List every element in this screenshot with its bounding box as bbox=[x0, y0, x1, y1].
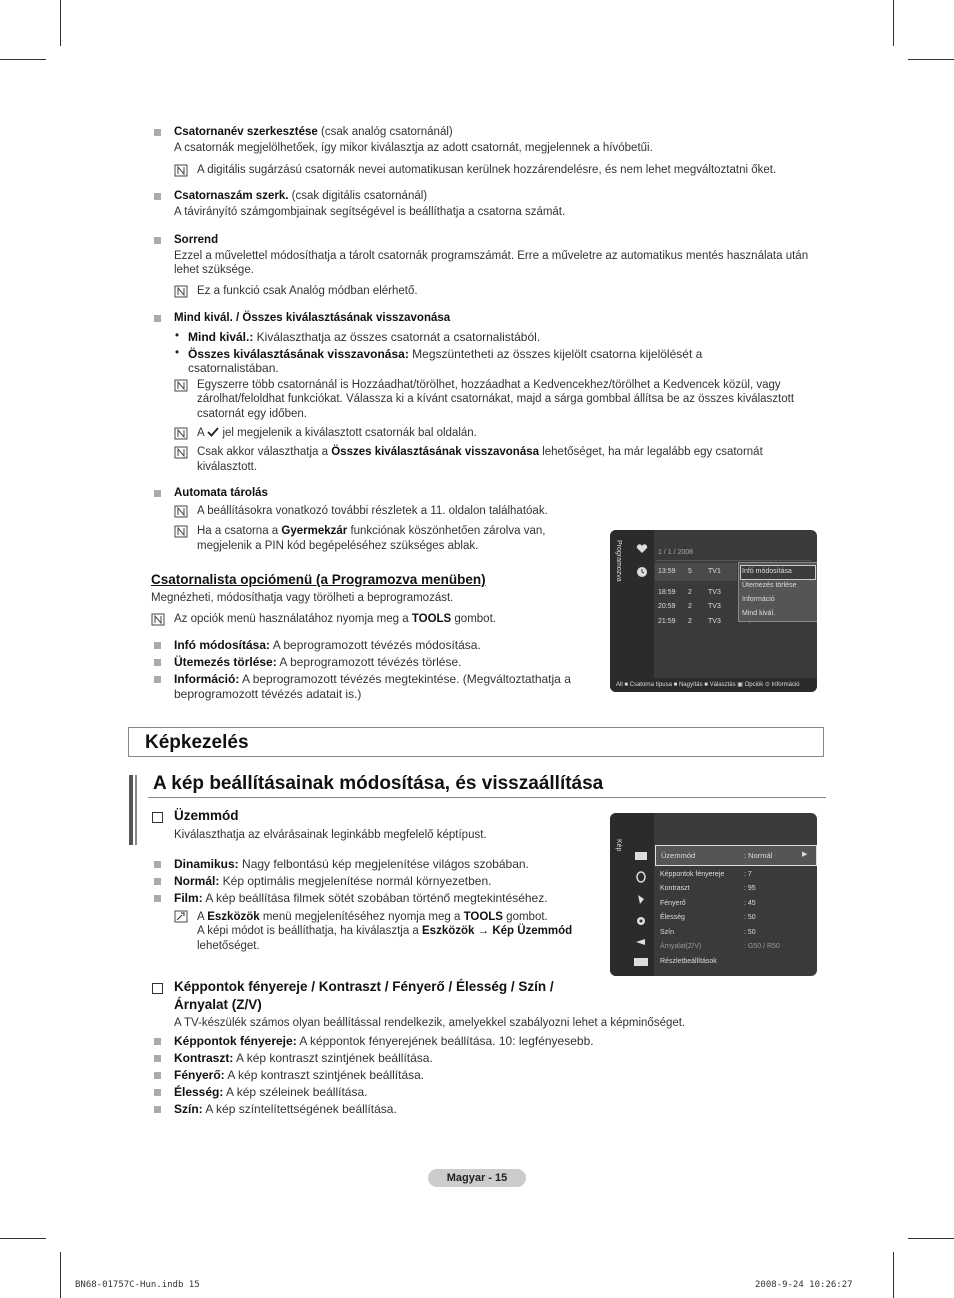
tv-row-channel: TV1 bbox=[708, 568, 721, 575]
tools-note bbox=[197, 924, 572, 939]
crop-mark bbox=[60, 1252, 61, 1298]
tv-menu-label: Üzemmód bbox=[661, 851, 696, 860]
item-bold: Csatornanév szerkesztése bbox=[174, 126, 318, 138]
note-text: megjelenik a PIN kód begépeléséhez szükséges ablak. bbox=[197, 540, 479, 552]
note-bold: TOOLS bbox=[411, 613, 452, 625]
note-part: A képi módot is beállíthatja, ha kiválasztja a bbox=[197, 925, 423, 937]
mode-item bbox=[174, 857, 529, 872]
note-part: Ha a csatorna a bbox=[197, 525, 282, 537]
options-menu-title: Csatornalista opciómenü (a Programozva menüben) bbox=[151, 572, 486, 587]
item-desc: A távirányító számgombjainak segítségével is beállíthatja a csatorna számát. bbox=[174, 206, 566, 218]
pixel-desc: A TV-készülék számos olyan beállítással rendelkezik, amelyekkel szabályozni lehet a képminőséget. bbox=[174, 1017, 686, 1029]
note-text: Egyszerre több csatornánál is Hozzáadhat/törölhet, hozzáadhat a Kedvencekhez/törölhet a Kedvencek közül, vagy bbox=[197, 379, 781, 391]
tv-menu-label[interactable]: Kontraszt bbox=[660, 885, 690, 892]
note-bold: TOOLS bbox=[463, 911, 503, 923]
square-bullet-icon bbox=[154, 193, 161, 200]
note-text: A digitális sugárzású csatornák nevei automatikusan kerülnek hozzárendelésre, és nem lehet megváltoztatni őket. bbox=[197, 164, 777, 176]
note-text: Ez a funkció csak Analóg módban elérhető. bbox=[197, 285, 418, 297]
item-rest: (csak digitális csatornánál) bbox=[288, 190, 428, 202]
tools-icon bbox=[174, 910, 188, 923]
section-heading: A kép beállításainak módosítása, és visszaállítása bbox=[153, 773, 604, 794]
note-text bbox=[197, 524, 545, 539]
option-item: beprogramozott tévézés adatait is.) bbox=[174, 687, 362, 701]
crop-mark bbox=[893, 1252, 894, 1298]
pixel-item bbox=[174, 1102, 397, 1117]
square-bullet-icon bbox=[154, 129, 161, 136]
pixel-bold: Kontraszt: bbox=[174, 1051, 234, 1065]
heading-bar bbox=[129, 775, 133, 845]
note-part: A bbox=[197, 911, 208, 923]
crop-mark bbox=[0, 59, 46, 60]
arrow-right-icon: ▶ bbox=[802, 851, 808, 858]
bullet-bold: Mind kivál.: bbox=[188, 330, 254, 344]
tools-note: lehetőséget. bbox=[197, 940, 260, 952]
square-bullet-icon bbox=[154, 1055, 161, 1062]
square-bullet-icon bbox=[154, 490, 161, 497]
page-number: Magyar - 15 bbox=[428, 1169, 526, 1187]
option-item bbox=[174, 638, 481, 653]
tv-menu-label[interactable]: Szín bbox=[660, 929, 675, 936]
tv-divider bbox=[656, 560, 811, 561]
mode-item bbox=[174, 891, 548, 906]
pixel-bold: Élesség: bbox=[174, 1085, 224, 1099]
tv-row-time: 20:59 bbox=[658, 603, 676, 610]
pixel-item bbox=[174, 1051, 433, 1066]
bullet-bold: Összes kiválasztásának visszavonása: bbox=[188, 347, 409, 361]
tv-menu-label[interactable]: Részletbeállítások bbox=[660, 958, 717, 965]
item-title: Sorrend bbox=[174, 234, 219, 246]
tv-screen-programmed bbox=[610, 530, 817, 692]
square-bullet-icon bbox=[154, 1072, 161, 1079]
option-bold: Ütemezés törlése: bbox=[174, 655, 277, 669]
tv-side-label: Programozva bbox=[615, 540, 622, 582]
tools-note bbox=[197, 910, 548, 925]
square-bullet-icon bbox=[154, 642, 161, 649]
note-part: menü megjelenítéséhez nyomja meg a bbox=[259, 911, 464, 923]
tv-date: 1 / 1 / 2008 bbox=[658, 549, 694, 556]
print-file: BN68-01757C-Hun.indb 15 bbox=[75, 1280, 200, 1290]
pixel-rest: A kép kontraszt szintjének beállítása. bbox=[233, 1051, 433, 1065]
note-text bbox=[174, 612, 496, 627]
heading-bar bbox=[135, 775, 137, 845]
application-icon bbox=[633, 957, 649, 967]
bullet-rest: Kiválaszthatja az összes csatornát a csatornalistából. bbox=[253, 330, 541, 344]
item-title bbox=[174, 189, 427, 204]
tv-menu-value: : 7 bbox=[744, 871, 752, 878]
tv-menu-value: : Normál bbox=[744, 851, 773, 860]
pixel-rest: A képpontok fényerejének beállítása. 10: legfényesebb. bbox=[296, 1034, 594, 1048]
option-item bbox=[174, 655, 462, 670]
option-rest: A beprogramozott tévézés megtekintése. (Megváltoztathatja a bbox=[239, 672, 571, 686]
dot-bullet: • bbox=[175, 347, 180, 359]
tv-popup-item[interactable]: Mind kivál. bbox=[742, 610, 776, 617]
note-icon bbox=[174, 505, 188, 518]
pixel-bold: Szín: bbox=[174, 1102, 203, 1116]
options-menu-desc: Megnézheti, módosíthatja vagy törölheti a beprogramozást. bbox=[151, 592, 454, 604]
square-bullet-icon bbox=[154, 237, 161, 244]
tv-sidebar bbox=[610, 813, 654, 976]
option-bold: Információ: bbox=[174, 672, 240, 686]
square-bullet-icon bbox=[154, 1106, 161, 1113]
note-icon bbox=[151, 613, 165, 626]
clock-icon bbox=[636, 566, 648, 578]
input-icon bbox=[635, 937, 647, 947]
setup-gear-icon bbox=[635, 915, 647, 927]
note-text bbox=[197, 445, 763, 460]
bullet-text bbox=[188, 347, 702, 362]
tv-row-time: 18:59 bbox=[658, 589, 676, 596]
item-desc: A csatornák megjelölhetőek, így mikor kiválasztja az adott csatornát, megjelennek a hívóbetűi. bbox=[174, 142, 653, 154]
note-bold: Eszközök bbox=[207, 911, 260, 923]
item-bold: Csatornaszám szerk. bbox=[174, 190, 289, 202]
tv-menu-label[interactable]: Fényerő bbox=[660, 900, 686, 907]
pixel-bold: Képpontok fényereje: bbox=[174, 1034, 297, 1048]
item-desc: Ezzel a művelettel módosíthatja a tárolt csatornák programszámát. Erre a műveletre az automatikus mentés használata után bbox=[174, 250, 809, 262]
note-text: zárolhat/feloldhat funkciókat. Válassza ki a kívánt csatornákat, majd a sárga gombbal állítsa be az összes kiválasztott bbox=[197, 393, 795, 405]
bullet-text: csatornalistában. bbox=[188, 361, 279, 375]
tv-popup-item[interactable]: Információ bbox=[742, 596, 775, 603]
pixel-title: Képpontok fényereje / Kontraszt / Fényerő / Élesség / Szín / bbox=[174, 979, 554, 994]
picture-icon bbox=[634, 851, 648, 861]
note-part: A bbox=[197, 427, 205, 439]
note-icon bbox=[174, 427, 188, 440]
mode-bold: Film: bbox=[174, 891, 203, 905]
note-part: lehetőséget, ha már legalább egy csatornát bbox=[539, 446, 763, 458]
heart-icon bbox=[636, 544, 648, 554]
pixel-rest: A kép széleinek beállítása. bbox=[223, 1085, 368, 1099]
pixel-item bbox=[174, 1085, 367, 1100]
pixel-item bbox=[174, 1068, 424, 1083]
channel-icon bbox=[636, 893, 646, 905]
item-rest: (csak analóg csatornánál) bbox=[317, 126, 453, 138]
dot-bullet: • bbox=[175, 330, 180, 342]
note-part: gombot. bbox=[502, 911, 548, 923]
note-bold: Gyermekzár bbox=[281, 525, 348, 537]
item-desc: lehet szüksége. bbox=[174, 264, 254, 276]
square-bullet-icon bbox=[154, 659, 161, 666]
tv-popup-item[interactable]: Ütemezés törlése bbox=[742, 582, 797, 589]
tv-menu-value: : 45 bbox=[744, 900, 756, 907]
pixel-title: Árnyalat (Z/V) bbox=[174, 997, 262, 1012]
note-text bbox=[197, 426, 477, 441]
tv-menu-label[interactable]: Élesség bbox=[660, 914, 685, 921]
note-text: csatornát egy időben. bbox=[197, 408, 307, 420]
pixel-rest: A kép kontraszt szintjének beállítása. bbox=[224, 1068, 425, 1082]
note-part: funkciónak köszönhetően zárolva van, bbox=[347, 525, 546, 537]
item-title bbox=[174, 125, 453, 140]
tv-row-num: 2 bbox=[688, 618, 692, 625]
note-icon bbox=[174, 446, 188, 459]
mode-title: Üzemmód bbox=[174, 808, 239, 823]
crop-mark bbox=[60, 0, 61, 46]
mode-rest: A kép beállítása filmek sötét szobában történő megtekintéséhez. bbox=[202, 891, 548, 905]
crop-mark bbox=[908, 1238, 954, 1239]
mode-rest: Nagy felbontású kép megjelenítése világos szobában. bbox=[238, 857, 529, 871]
crop-mark bbox=[893, 0, 894, 46]
pixel-rest: A kép színtelítettségének beállítása. bbox=[202, 1102, 397, 1116]
mode-item bbox=[174, 874, 492, 889]
tv-side-label: Kép bbox=[615, 839, 622, 852]
tv-row-channel: TV3 bbox=[708, 603, 721, 610]
note-part: jel megjelenik a kiválasztott csatornák bal oldalán. bbox=[219, 427, 477, 439]
square-bullet-icon bbox=[154, 861, 161, 868]
note-bold: Eszközök → Kép Üzemmód bbox=[422, 925, 573, 937]
note-icon bbox=[174, 379, 188, 392]
tv-row-channel: TV3 bbox=[708, 589, 721, 596]
tv-row-time: 21:59 bbox=[658, 618, 676, 625]
checkbox-bullet-icon bbox=[152, 983, 163, 994]
tv-menu-label[interactable]: Árnyalat(Z/V) bbox=[660, 943, 702, 950]
note-text: A beállításokra vonatkozó további részletek a 11. oldalon találhatóak. bbox=[197, 505, 548, 517]
square-bullet-icon bbox=[154, 676, 161, 683]
page-heading: Képkezelés bbox=[145, 732, 249, 753]
note-icon bbox=[174, 525, 188, 538]
square-bullet-icon bbox=[154, 315, 161, 322]
tv-bottom-help: All ■ Csatorna típusa ■ Nagyítás ■ Választás ▣ Opciók ⊙ Információ bbox=[616, 682, 800, 688]
tv-row-time: 13:59 bbox=[658, 568, 676, 575]
checkbox-bullet-icon bbox=[152, 812, 163, 823]
note-text: kiválasztott. bbox=[197, 461, 258, 473]
mode-rest: Kép optimális megjelenítése normál környezetben. bbox=[219, 874, 492, 888]
option-item bbox=[174, 672, 571, 687]
print-date: 2008-9-24 10:26:27 bbox=[755, 1280, 853, 1290]
note-part: Csak akkor választhatja a bbox=[197, 446, 332, 458]
square-bullet-icon bbox=[154, 1038, 161, 1045]
pixel-item bbox=[174, 1034, 594, 1049]
item-title: Automata tárolás bbox=[174, 487, 268, 499]
tv-popup-item[interactable]: Infó módosítása bbox=[742, 568, 792, 575]
note-icon bbox=[174, 164, 188, 177]
square-bullet-icon bbox=[154, 1089, 161, 1096]
tv-menu-value: : 50 bbox=[744, 914, 756, 921]
bullet-text bbox=[188, 330, 540, 345]
mode-bold: Dinamikus: bbox=[174, 857, 239, 871]
tv-row-num: 2 bbox=[688, 589, 692, 596]
tv-row-num: 2 bbox=[688, 603, 692, 610]
note-part: Az opciók menü használatához nyomja meg a bbox=[174, 613, 412, 625]
tv-screen-picture bbox=[610, 813, 817, 976]
square-bullet-icon bbox=[154, 895, 161, 902]
tv-row-channel: TV3 bbox=[708, 618, 721, 625]
tv-menu-label[interactable]: Képpontok fényereje bbox=[660, 871, 725, 878]
item-title: Mind kivál. / Összes kiválasztásának visszavonása bbox=[174, 312, 451, 324]
crop-mark bbox=[908, 59, 954, 60]
note-part: gombot. bbox=[451, 613, 496, 625]
square-bullet-icon bbox=[154, 878, 161, 885]
note-bold: Összes kiválasztásának visszavonása bbox=[331, 446, 540, 458]
pixel-bold: Fényerő: bbox=[174, 1068, 225, 1082]
checkmark-icon bbox=[207, 427, 219, 437]
note-icon bbox=[174, 285, 188, 298]
tv-row-num: 5 bbox=[688, 568, 692, 575]
option-rest: A beprogramozott tévézés módosítása. bbox=[270, 638, 481, 652]
mode-desc: Kiválaszthatja az elvárásainak leginkább megfelelő képtípust. bbox=[174, 829, 487, 841]
sound-icon bbox=[636, 871, 646, 883]
option-rest: A beprogramozott tévézés törlése. bbox=[276, 655, 462, 669]
tv-menu-value: : 95 bbox=[744, 885, 756, 892]
mode-bold: Normál: bbox=[174, 874, 220, 888]
tv-menu-value: : G50 / R50 bbox=[744, 943, 780, 950]
crop-mark bbox=[0, 1238, 46, 1239]
heading-rule bbox=[148, 797, 826, 798]
option-bold: Infó módosítása: bbox=[174, 638, 271, 652]
tv-menu-value: : 50 bbox=[744, 929, 756, 936]
bullet-rest: Megszüntetheti az összes kijelölt csatorna kijelölését a bbox=[408, 347, 703, 361]
